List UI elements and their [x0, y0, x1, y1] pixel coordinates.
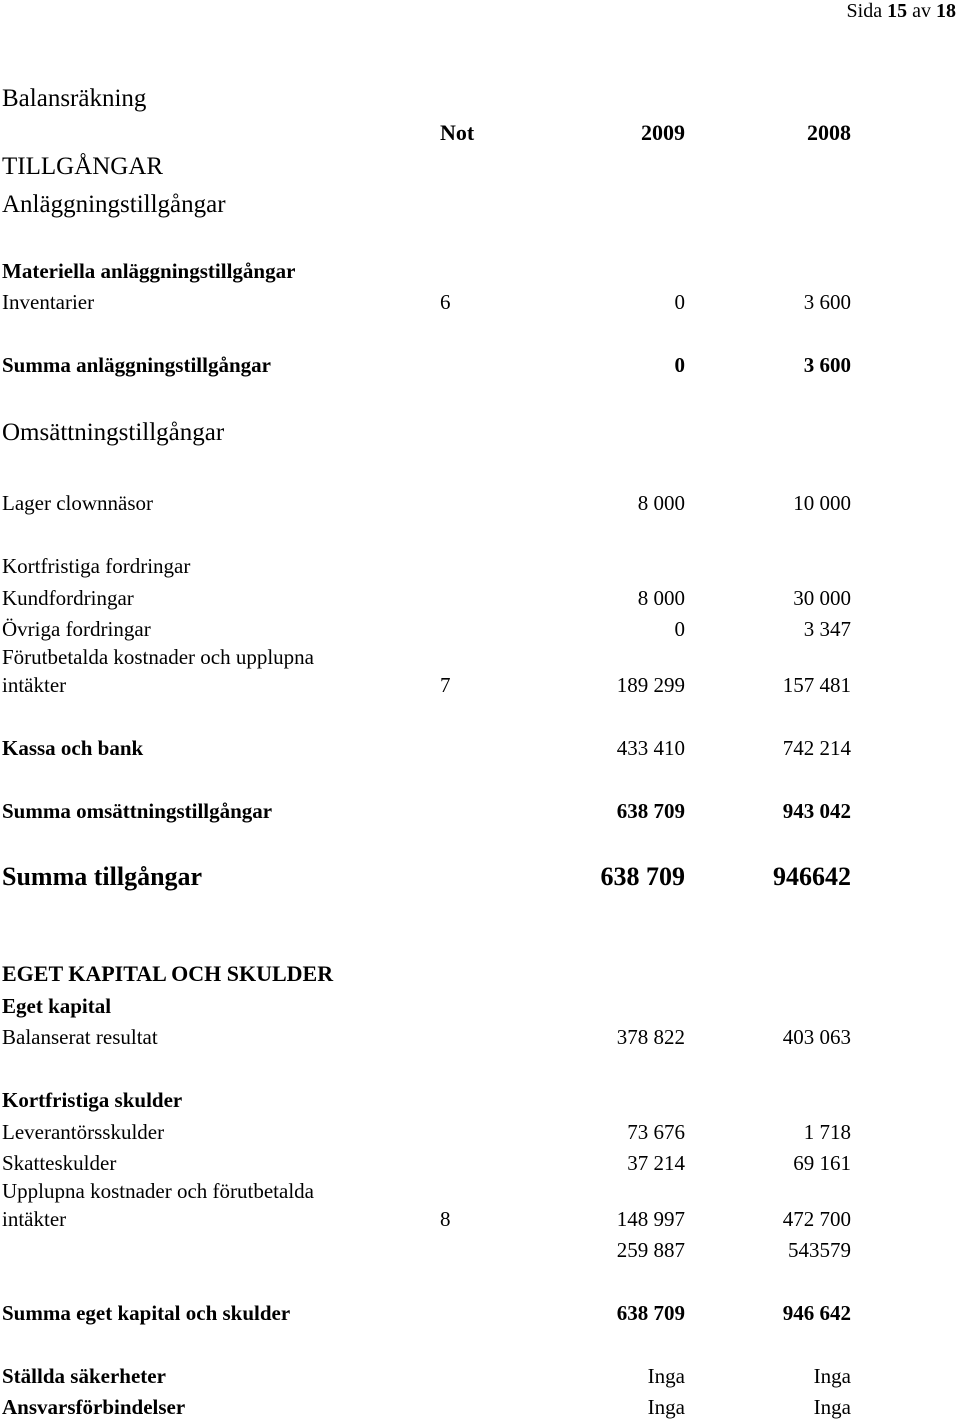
- column-header-2009: 2009: [641, 120, 685, 145]
- page-number: 15: [887, 0, 908, 22]
- pledged-2009: Inga: [647, 1364, 685, 1388]
- other-receivables-label: Övriga fordringar: [2, 617, 151, 641]
- cash-2009: 433 410: [616, 736, 685, 760]
- current-total-2008: 943 042: [782, 799, 851, 823]
- equity-liabilities-total-2009: 638 709: [616, 1301, 685, 1325]
- stock-label: Lager clownnäsor: [2, 491, 154, 515]
- current-total-2009: 638 709: [616, 799, 685, 823]
- liabilities-subtotal-2008: 543579: [788, 1238, 851, 1262]
- cash-label: Kassa och bank: [2, 736, 144, 760]
- fixed-total-2008: 3 600: [803, 353, 851, 377]
- other-receivables-2009: 0: [674, 617, 685, 641]
- tax-2009: 37 214: [627, 1151, 685, 1175]
- inventory-label: Inventarier: [2, 290, 95, 314]
- fixed-total-2009: 0: [674, 353, 685, 377]
- prepaid-label-line1: Förutbetalda kostnader och upplupna: [2, 645, 315, 669]
- accrued-label-line2: intäkter: [2, 1207, 67, 1231]
- short-liabilities-heading: Kortfristiga skulder: [2, 1088, 183, 1112]
- prepaid-note: 7: [440, 673, 451, 697]
- cash-2008: 742 214: [782, 736, 851, 760]
- stock-2008: 10 000: [793, 491, 851, 515]
- retained-label: Balanserat resultat: [2, 1025, 158, 1049]
- other-receivables-2008: 3 347: [803, 617, 851, 641]
- suppliers-2009: 73 676: [627, 1120, 685, 1144]
- retained-2009: 378 822: [616, 1025, 685, 1049]
- accrued-2009: 148 997: [616, 1207, 685, 1231]
- contingent-label: Ansvarsförbindelser: [2, 1395, 186, 1419]
- page-header: [847, 0, 956, 23]
- retained-2008: 403 063: [782, 1025, 851, 1049]
- assets-total-2008: 946642: [773, 862, 851, 891]
- current-total-label: Summa omsättningstillgångar: [2, 799, 273, 823]
- equity-liabilities-heading: EGET KAPITAL OCH SKULDER: [2, 961, 334, 986]
- suppliers-label: Leverantörsskulder: [2, 1120, 165, 1144]
- column-header-not: Not: [440, 120, 475, 145]
- assets-heading: TILLGÅNGAR: [2, 153, 164, 180]
- prepaid-2008: 157 481: [782, 673, 851, 697]
- document-title: Balansräkning: [2, 85, 147, 112]
- accrued-label-line1: Upplupna kostnader och förutbetalda: [2, 1179, 314, 1203]
- column-header-2008: 2008: [807, 120, 851, 145]
- contingent-2008: Inga: [813, 1395, 851, 1419]
- pledged-2008: Inga: [813, 1364, 851, 1388]
- accrued-note: 8: [440, 1207, 451, 1231]
- page-total: 18: [936, 0, 956, 22]
- current-assets-heading: Omsättningstillgångar: [2, 419, 225, 446]
- fixed-total-label: Summa anläggningstillgångar: [2, 353, 271, 377]
- tangible-assets-heading: Materiella anläggningstillgångar: [2, 259, 296, 283]
- equity-liabilities-total-2008: 946 642: [782, 1301, 851, 1325]
- inventory-2009: 0: [674, 290, 685, 314]
- customers-2008: 30 000: [793, 586, 851, 610]
- page-prefix: Sida: [846, 0, 883, 22]
- prepaid-label-line2: intäkter: [2, 673, 67, 697]
- tax-label: Skatteskulder: [2, 1151, 117, 1175]
- liabilities-subtotal-2009: 259 887: [616, 1238, 685, 1262]
- fixed-assets-heading: Anläggningstillgångar: [2, 191, 226, 218]
- equity-liabilities-total-label: Summa eget kapital och skulder: [2, 1301, 291, 1325]
- assets-total-label: Summa tillgångar: [2, 862, 203, 891]
- inventory-2008: 3 600: [803, 290, 851, 314]
- prepaid-2009: 189 299: [616, 673, 685, 697]
- pledged-label: Ställda säkerheter: [2, 1364, 166, 1388]
- page-mid: av: [912, 0, 931, 22]
- customers-label: Kundfordringar: [2, 586, 134, 610]
- inventory-note: 6: [440, 290, 451, 314]
- customers-2009: 8 000: [637, 586, 685, 610]
- stock-2009: 8 000: [637, 491, 685, 515]
- equity-heading: Eget kapital: [2, 994, 112, 1018]
- accrued-2008: 472 700: [782, 1207, 851, 1231]
- suppliers-2008: 1 718: [803, 1120, 851, 1144]
- receivables-heading: Kortfristiga fordringar: [2, 554, 191, 578]
- tax-2008: 69 161: [793, 1151, 851, 1175]
- contingent-2009: Inga: [647, 1395, 685, 1419]
- assets-total-2009: 638 709: [600, 862, 685, 891]
